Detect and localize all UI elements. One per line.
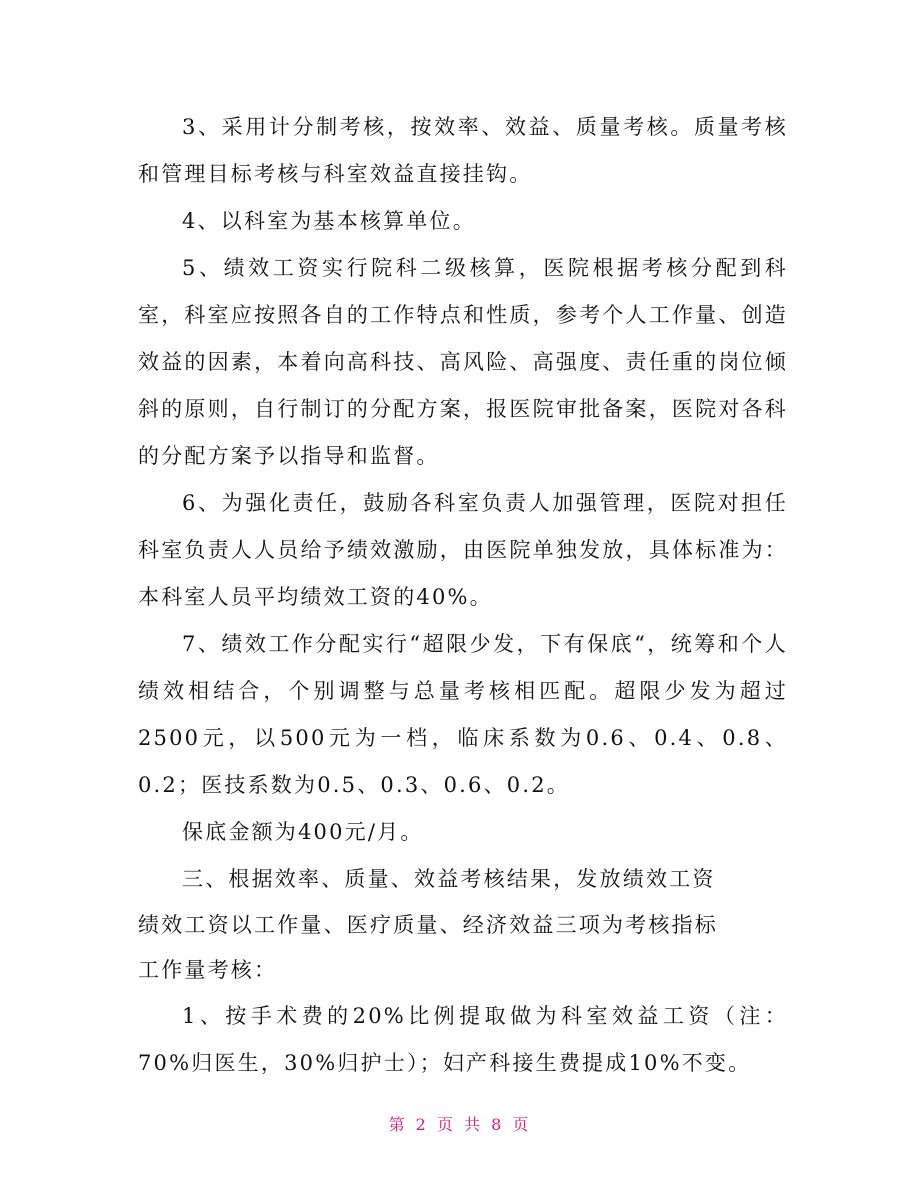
paragraph-minimum-amount: 保底金额为400元/月。 bbox=[182, 820, 424, 844]
page-number-footer: 第 2 页 共 8 页 bbox=[388, 1115, 532, 1134]
paragraph-item-3: 3、采用计分制考核，按效率、效益、质量考核。质量考核和管理目标考核与科室效益直接挂钩。 bbox=[138, 115, 788, 186]
paragraph-item-4: 4、以科室为基本核算单位。 bbox=[182, 209, 476, 233]
paragraph-performance-indicators: 绩效工资以工作量、医疗质量、经济效益三项为考核指标 bbox=[138, 913, 718, 937]
section-heading-three: 三、根据效率、质量、效益考核结果，发放绩效工资 bbox=[182, 867, 716, 891]
paragraph-workload-heading: 工作量考核： bbox=[138, 958, 278, 982]
paragraph-surgery-fee: 1、按手术费的20%比例提取做为科室效益工资（注：70%归医生，30%归护士）；妇产科接生费提成10%不变。 bbox=[138, 1004, 788, 1075]
document-body bbox=[138, 104, 788, 1087]
paragraph-item-7: 7、绩效工作分配实行“超限少发，下有保底“，统筹和个人绩效相结合，个别调整与总量考核相匹配。超限少发为超过2500元，以500元为一档，临床系数为0.6、0.4、0.8、0.2；医技系数为0.5、0.3、0.6、0.2。 bbox=[138, 632, 788, 797]
paragraph-item-6: 6、为强化责任，鼓励各科室负责人加强管理，医院对担任科室负责人人员给予绩效激励，由医院单独发放，具体标准为：本科室人员平均绩效工资的40%。 bbox=[138, 491, 788, 609]
paragraph-item-5: 5、绩效工资实行院科二级核算，医院根据考核分配到科室，科室应按照各自的工作特点和性质，参考个人工作量、创造效益的因素，本着向高科技、高风险、高强度、责任重的岗位倾斜的原则，自行制订的分配方案，报医院审批备案，医院对各科的分配方案予以指导和监督。 bbox=[138, 256, 788, 468]
